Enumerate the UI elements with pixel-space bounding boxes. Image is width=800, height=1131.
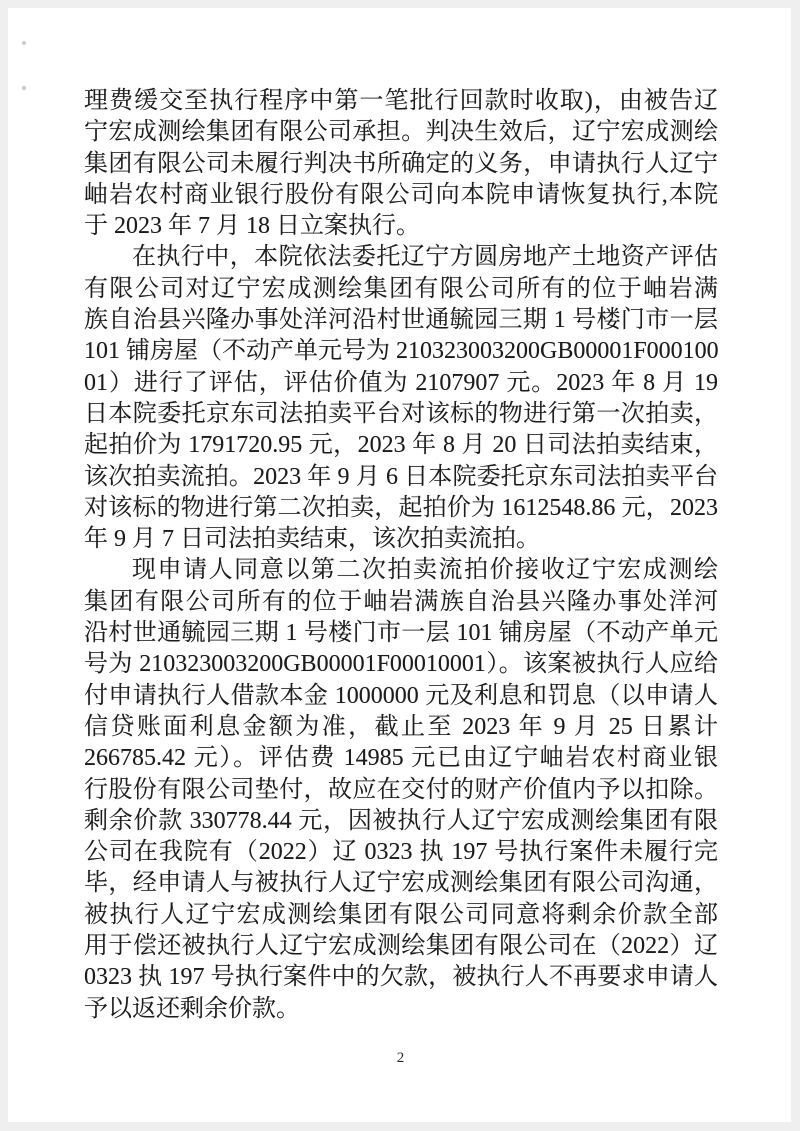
text-line: 该次拍卖流拍。2023 年 9 月 6 日本院委托京东司法拍卖平台 <box>84 463 718 490</box>
text-line: 宁宏成测绘集团有限公司承担。判决生效后，辽宁宏成测绘 <box>84 119 718 146</box>
text-line: 日本院委托京东司法拍卖平台对该标的物进行第一次拍卖， <box>84 400 718 427</box>
text-line: 集团有限公司未履行判决书所确定的义务，申请执行人辽宁 <box>84 150 718 177</box>
text-line: 于 2023 年 7 月 18 日立案执行。 <box>84 213 420 240</box>
text-line: 01）进行了评估，评估价值为 2107907 元。2023 年 8 月 19 <box>84 369 718 396</box>
text-line: 族自治县兴隆办事处洋河沿村世通毓园三期 1 号楼门市一层 <box>84 307 718 334</box>
document-body <box>84 86 718 1025</box>
text-line: 对该标的物进行第二次拍卖，起拍价为 1612548.86 元，2023 <box>84 494 718 521</box>
text-line: 起拍价为 1791720.95 元，2023 年 8 月 20 日司法拍卖结束， <box>84 432 718 459</box>
text-line: 年 9 月 7 日司法拍卖结束，该次拍卖流拍。 <box>84 526 540 553</box>
text-line: 沿村世通毓园三期 1 号楼门市一层 101 铺房屋（不动产单元 <box>84 620 718 647</box>
text-line: 岫岩农村商业银行股份有限公司向本院申请恢复执行,本院 <box>84 181 718 208</box>
text-line: 付申请执行人借款本金 1000000 元及利息和罚息（以申请人 <box>84 682 718 709</box>
text-line: 在执行中，本院依法委托辽宁方圆房地产土地资产评估 <box>132 244 718 271</box>
scanned-document-page <box>8 8 791 1122</box>
text-line: 理费缓交至执行程序中第一笔批行回款时收取)，由被告辽 <box>84 88 718 114</box>
page-number: 2 <box>396 1050 406 1066</box>
scan-artifact <box>22 41 26 45</box>
scan-artifact <box>22 86 26 90</box>
text-line: 剩余价款 330778.44 元，因被执行人辽宁宏成测绘集团有限 <box>84 807 718 834</box>
text-line: 266785.42 元）。评估费 14985 元已由辽宁岫岩农村商业银 <box>84 745 718 772</box>
text-line: 号为 210323003200GB00001F00010001）。该案被执行人应给 <box>84 651 718 678</box>
text-line: 信贷账面利息金额为准，截止至 2023 年 9 月 25 日累计 <box>84 713 718 740</box>
text-line: 有限公司对辽宁宏成测绘集团有限公司所有的位于岫岩满 <box>84 275 718 302</box>
text-line: 集团有限公司所有的位于岫岩满族自治县兴隆办事处洋河 <box>84 588 718 615</box>
text-line: 行股份有限公司垫付，故应在交付的财产价值内予以扣除。 <box>84 776 718 803</box>
text-line: 用于偿还被执行人辽宁宏成测绘集团有限公司在（2022）辽 <box>84 933 718 960</box>
text-line: 公司在我院有（2022）辽 0323 执 197 号执行案件未履行完 <box>84 839 718 866</box>
text-line: 101 铺房屋（不动产单元号为 210323003200GB00001F000100 <box>84 338 719 365</box>
text-line: 0323 执 197 号执行案件中的欠款，被执行人不再要求申请人 <box>84 964 718 991</box>
text-line: 予以返还剩余价款。 <box>84 995 300 1022</box>
text-line: 现申请人同意以第二次拍卖流拍价接收辽宁宏成测绘 <box>132 557 718 584</box>
text-line: 被执行人辽宁宏成测绘集团有限公司同意将剩余价款全部 <box>84 901 718 928</box>
text-line: 毕，经申请人与被执行人辽宁宏成测绘集团有限公司沟通， <box>84 870 718 897</box>
